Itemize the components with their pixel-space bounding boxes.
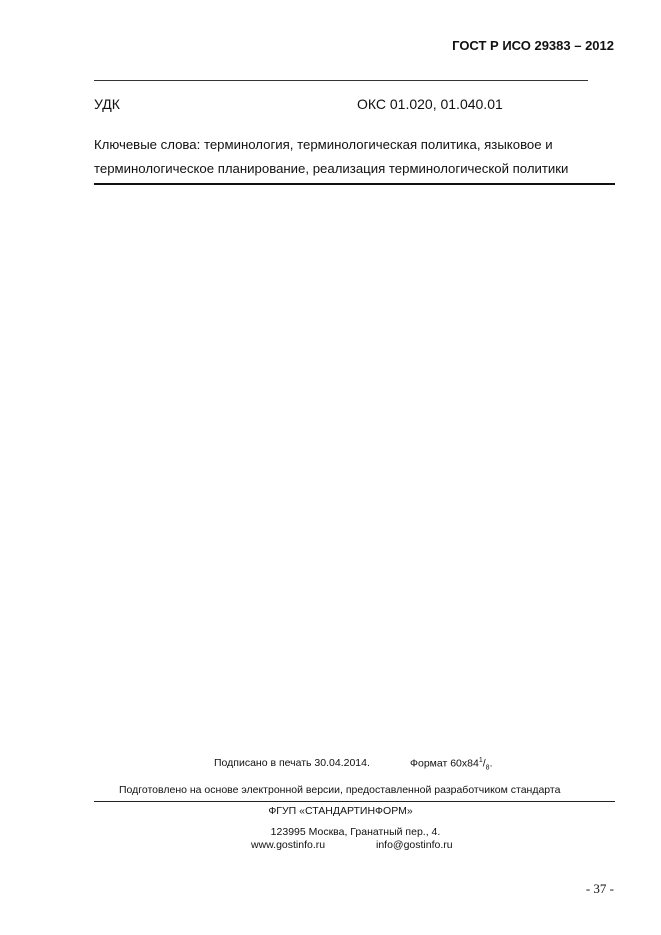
header-divider [94, 80, 588, 81]
format-label: Формат 60х84 [410, 757, 479, 770]
publisher-name: ФГУП «СТАНДАРТИНФОРМ» [268, 805, 413, 817]
publisher-address: 123995 Москва, Гранатный пер., 4. [270, 826, 441, 838]
website-link[interactable]: www.gostinfo.ru [251, 839, 326, 851]
paper-format: Формат $60х84^1/_8$. [410, 757, 493, 772]
page-number: - 37 - [585, 881, 614, 896]
format-end: . [489, 757, 493, 770]
signed-date: Подписано в печать 30.04.2014. [214, 757, 370, 769]
format-numerator: 1 [478, 757, 483, 764]
imprint-divider [94, 801, 615, 802]
address-block [0, 826, 661, 838]
oks-codes: ОКС 01.020, 01.040.01 [357, 96, 503, 112]
standard-code: ГОСТ Р ИСО 29383 – 2012 [452, 38, 614, 53]
publisher-block [0, 805, 661, 817]
udk-label: УДК [94, 96, 120, 112]
keywords-line-1: Ключевые слова: терминология, терминологическая политика, языковое и [94, 137, 553, 152]
keywords-divider [94, 183, 615, 185]
format-denominator: 8 [485, 764, 490, 772]
prepared-note: Подготовлено на основе электронной версии, предоставленной разработчиком стандарта [119, 784, 561, 796]
keywords-line-2: терминологическое планирование, реализация терминологической политики [94, 161, 569, 176]
email-link[interactable]: info@gostinfo.ru [376, 839, 453, 851]
